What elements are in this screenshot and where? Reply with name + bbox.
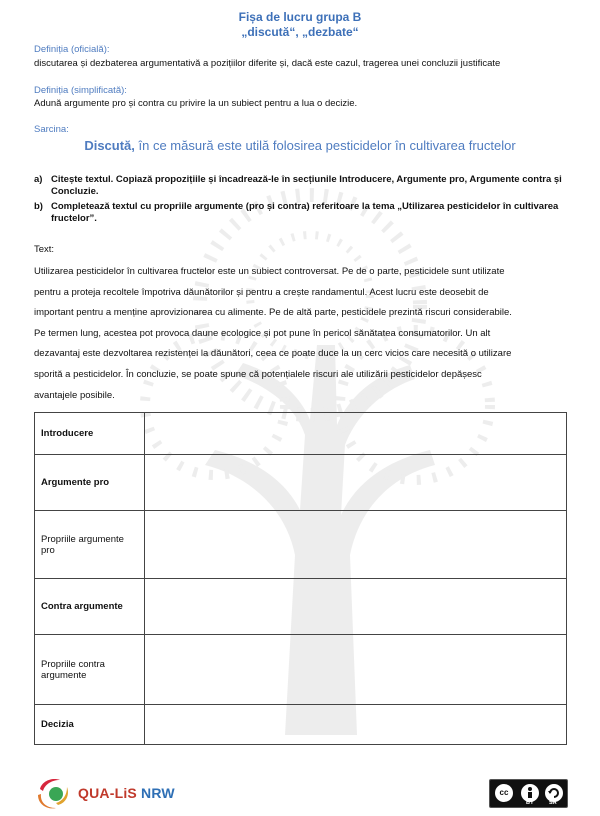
table-row bbox=[35, 705, 567, 745]
answer-cell-decizia[interactable] bbox=[145, 705, 567, 745]
table-row bbox=[35, 511, 567, 579]
text-line: sporită a pesticidelor. În concluzie, se poate spune că potențialele riscuri ale utilizării pesticidelor depășesc bbox=[34, 368, 482, 380]
task-text: în ce măsură este utilă folosirea pesticidelor în cultivarea fructelor bbox=[134, 138, 516, 153]
instruction-b bbox=[34, 201, 574, 225]
answer-cell-introducere[interactable] bbox=[145, 413, 567, 455]
task-statement bbox=[0, 138, 600, 153]
answer-cell-propriile-argumente-pro[interactable] bbox=[145, 511, 567, 579]
instruction-text: Citește textul. Copiază propozițiile și încadrează-le în secțiunile Introducere, Argumente pro, Argumente contra și Concluzie. bbox=[51, 174, 562, 197]
text-line: pentru a proteja recoltele împotriva dăunătorilor și pentru a crește randamentul. Acest lucru este deosebit de bbox=[34, 286, 489, 298]
text-paragraph bbox=[34, 262, 568, 406]
text-line: avantajele posibile. bbox=[34, 389, 115, 401]
answer-cell-propriile-contra-argumente[interactable] bbox=[145, 635, 567, 705]
logo-main-text: QUA-LiS bbox=[78, 785, 137, 801]
qua-lis-logo bbox=[34, 775, 234, 811]
simplified-definition-label: Definiția (simplificată): bbox=[34, 85, 127, 96]
row-label-contra-argumente: Contra argumente bbox=[35, 579, 145, 635]
text-label: Text: bbox=[34, 244, 55, 255]
table-row bbox=[35, 455, 567, 511]
official-definition-label: Definiția (oficială): bbox=[34, 44, 110, 55]
row-label-propriile-contra-argumente: Propriile contra argumente bbox=[35, 635, 145, 705]
row-label-introducere: Introducere bbox=[35, 413, 145, 455]
worksheet-title bbox=[0, 10, 600, 40]
text-line: Pe termen lung, acestea pot provoca daune ecologice și pot pune în pericol sănătatea consumatorilor. Un alt bbox=[34, 327, 491, 339]
instruction-a bbox=[34, 174, 574, 198]
table-row bbox=[35, 635, 567, 705]
by-label: BY bbox=[526, 800, 534, 806]
instruction-letter: b) bbox=[34, 201, 43, 212]
instruction-text: Completează textul cu propriile argumente (pro și contra) referitoare la tema „Utilizarea pesticidelor în cultivarea fructelor”. bbox=[51, 201, 559, 224]
argument-table bbox=[34, 412, 567, 745]
simplified-definition-text: Adună argumente pro și contra cu privire la un subiect pentru a lua o decizie. bbox=[34, 98, 358, 109]
task-keyword: Discută, bbox=[84, 138, 135, 153]
title-line-1: Fișa de lucru grupa B bbox=[238, 10, 362, 24]
cc-license-badge bbox=[489, 779, 568, 808]
text-line: dezavantaj este dezvoltarea rezistenței la dăunători, ceea ce poate duce la un cerc vicios care necesită o utilizare bbox=[34, 348, 512, 360]
qua-lis-logo-icon bbox=[34, 775, 72, 811]
table-row bbox=[35, 413, 567, 455]
row-label-propriile-argumente-pro: Propriile argumente pro bbox=[35, 511, 145, 579]
title-line-2: „discută“, „dezbate“ bbox=[241, 25, 359, 39]
logo-suffix-text: NRW bbox=[136, 785, 175, 801]
cc-icon: cc bbox=[494, 783, 514, 803]
text-line: Utilizarea pesticidelor în cultivarea fructelor este un subiect controversat. Pe de o parte, pesticidele sunt utilizate bbox=[34, 266, 505, 277]
row-label-argumente-pro: Argumente pro bbox=[35, 455, 145, 511]
table-row bbox=[35, 579, 567, 635]
task-label: Sarcina: bbox=[34, 124, 69, 135]
answer-cell-contra-argumente[interactable] bbox=[145, 579, 567, 635]
instruction-letter: a) bbox=[34, 174, 43, 185]
text-line: important pentru a menține aprovizionarea cu alimente. Pe de altă parte, pesticidele prezintă riscuri considerabile. bbox=[34, 307, 512, 319]
row-label-decizia: Decizia bbox=[35, 705, 145, 745]
answer-cell-argumente-pro[interactable] bbox=[145, 455, 567, 511]
sa-label: SA bbox=[549, 800, 557, 806]
official-definition-text: discutarea și dezbaterea argumentativă a pozițiilor diferite și, dacă este cazul, tragerea unei concluzii justificate bbox=[34, 58, 501, 69]
logo-wordmark bbox=[78, 785, 175, 801]
